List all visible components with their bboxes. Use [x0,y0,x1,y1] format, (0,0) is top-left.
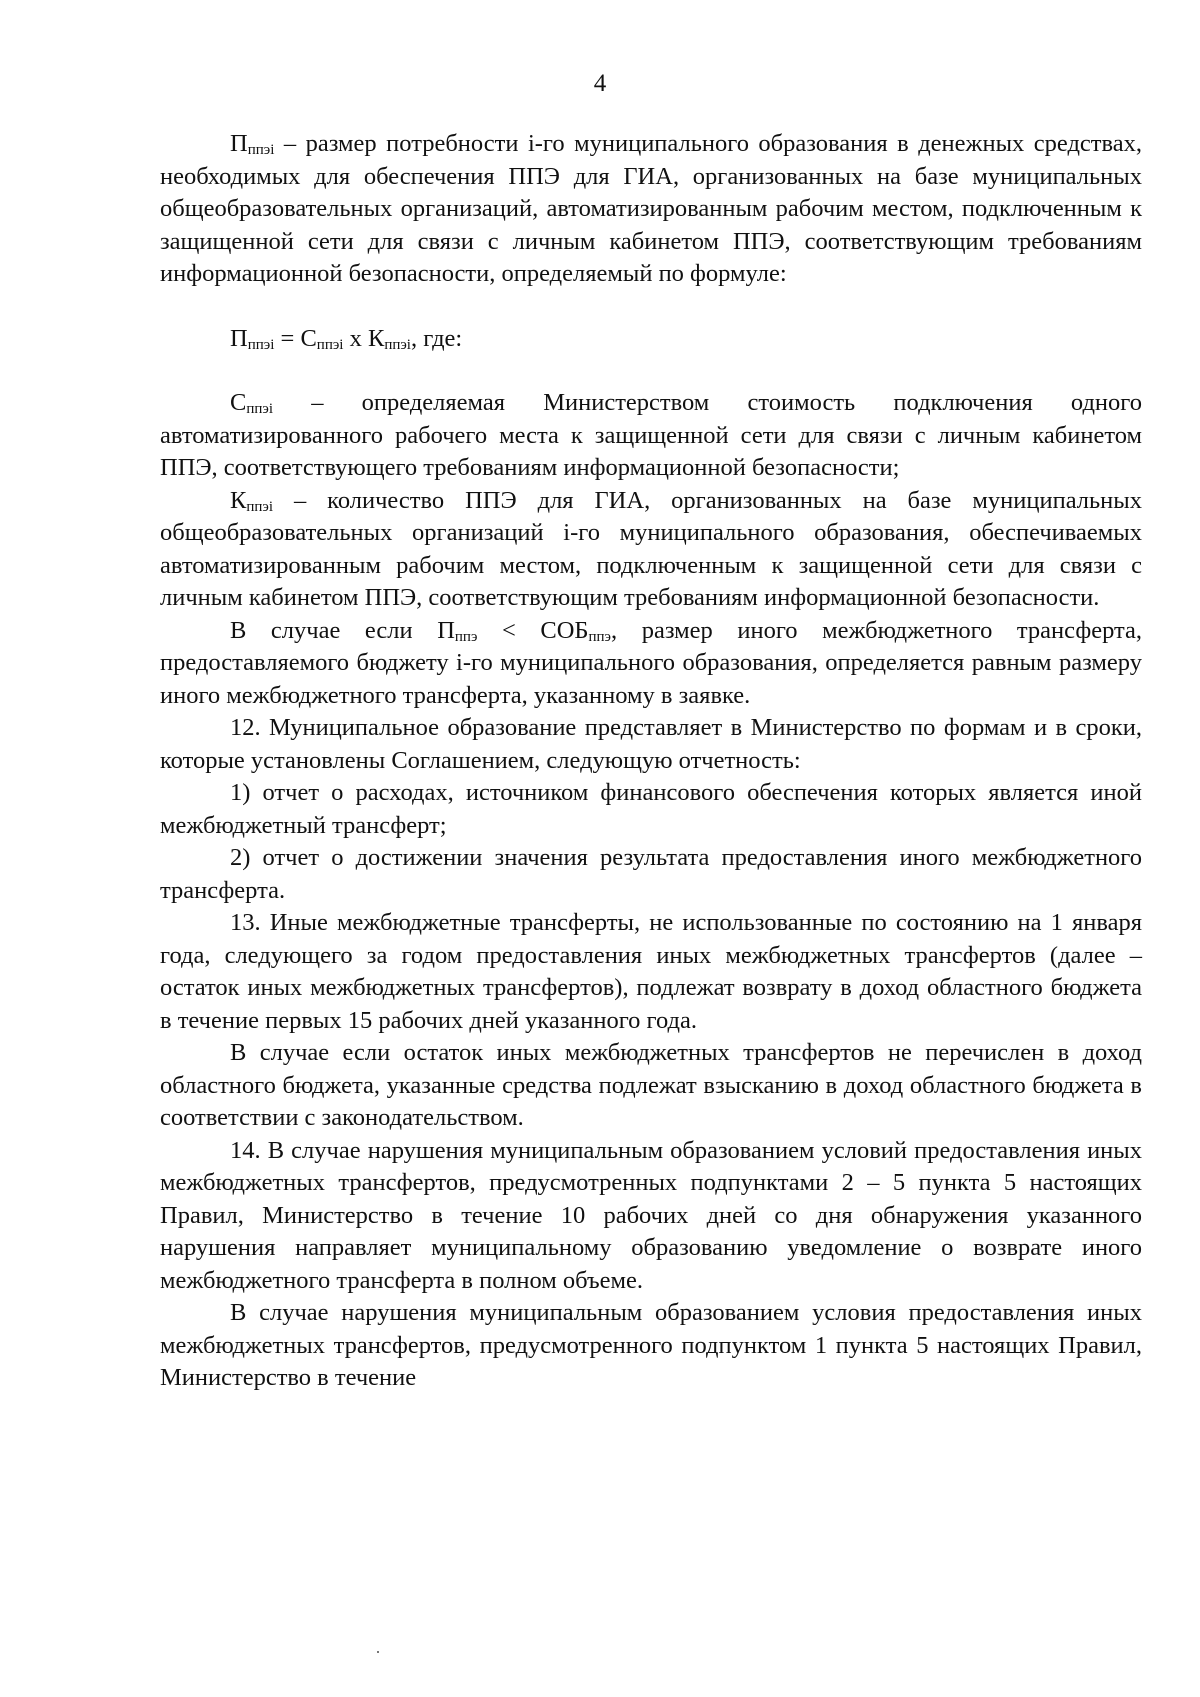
formula-equals: = [274,324,301,352]
definition-k-ppe [160,485,1142,615]
formula-lhs: П [230,324,248,352]
condition-p-subscript: ппэ [454,628,478,645]
formula-times: x [343,324,368,352]
condition-before: В случае если П [230,616,455,644]
definition-c-ppe [160,387,1142,485]
symbol-c-subscript: ппэi [246,401,274,417]
paragraph-13: 13. Иные межбюджетные трансферты, не использованные по состоянию на 1 января года, следующего за годом предоставления иных межбюджетных трансфертов (далее – остаток иных межбюджетных трансфертов), подлежат возврату в доход областного бюджета в течение первых 15 рабочих дней указанного года. [160,909,1142,1034]
symbol-p: П [230,130,248,157]
definition-k-ppe-text: – количество ППЭ для ГИА, организованных на базе муниципальных общеобразовательных организаций i-го муниципального образования, обеспечиваемых автоматизированным рабочим местом, подключенным к защищенной сети для связи с личным кабинетом ППЭ, соответствующим требованиям информационной безопасности. [160,486,1142,611]
paragraph-14-continued: В случае нарушения муниципальным образованием условия предоставления иных межбюджетных трансфертов, предусмотренного подпунктом 1 пункта 5 настоящих Правил, Министерство в течение [160,1299,1142,1391]
paragraph-12: 12. Муниципальное образование представляет в Министерство по формам и в сроки, которые установлены Соглашением, следующую отчетность: [160,714,1142,774]
condition-after: , размер иного межбюджетного трансферта, предоставляемого бюджету i-го муниципального образования, определяется равным размеру иного межбюджетного трансферта, указанному в заявке. [160,616,1143,709]
formula-k: К [367,324,385,352]
condition-sob-subscript: ппэ [588,628,611,645]
symbol-p-subscript: ппэi [247,142,275,158]
formula-c-subscript: ппэi [316,336,344,353]
paragraph-12-item-2: 2) отчет о достижении значения результата предоставления иного межбюджетного трансферта. [160,844,1142,904]
formula-c: С [300,324,317,352]
page-number: 4 [593,70,607,97]
formula [160,323,1142,356]
definition-p-ppe-text: – размер потребности i-го муниципального образования в денежных средствах, необходимых для обеспечения ППЭ для ГИА, организованных на базе муниципальных общеобразовательных организаций, автоматизированным рабочим местом, подключенным к защищенной сети для связи с личным кабинетом ППЭ, соответствующим требованиям информационной безопасности, определяемый по формуле: [160,130,1142,287]
scan-speck [377,1651,379,1653]
formula-lhs-subscript: ппэi [247,336,275,353]
formula-k-subscript: ппэi [384,336,411,353]
document-body [160,128,1142,1395]
definition-p-ppe [160,128,1142,291]
definition-c-ppe-text: – определяемая Министерством стоимость подключения одного автоматизированного рабочего места к защищенной сети для связи с личным кабинетом ППЭ, соответствующего требованиям информационной безопасности; [160,389,1142,481]
paragraph-12-item-1: 1) отчет о расходах, источником финансового обеспечения которых является иной межбюджетный трансферт; [160,779,1142,839]
symbol-k: К [230,486,247,514]
condition-paragraph [160,615,1142,713]
paragraph-14: 14. В случае нарушения муниципальным образованием условий предоставления иных межбюджетных трансфертов, предусмотренных подпунктами 2 – 5 пункта 5 настоящих Правил, Министерство в течение 10 рабочих дней со дня обнаружения указанного нарушения направляет муниципальному образованию уведомление о возврате иного межбюджетного трансферта в полном объеме. [160,1136,1142,1294]
symbol-k-subscript: ппэi [246,498,274,515]
condition-less-than: < СОБ [477,616,589,644]
paragraph-13-continued: В случае если остаток иных межбюджетных трансфертов не перечислен в доход областного бюджета, указанные средства подлежат взысканию в доход областного бюджета в соответствии с законодательством. [160,1039,1142,1131]
symbol-c: С [230,389,247,416]
formula-tail: , где: [410,324,463,352]
